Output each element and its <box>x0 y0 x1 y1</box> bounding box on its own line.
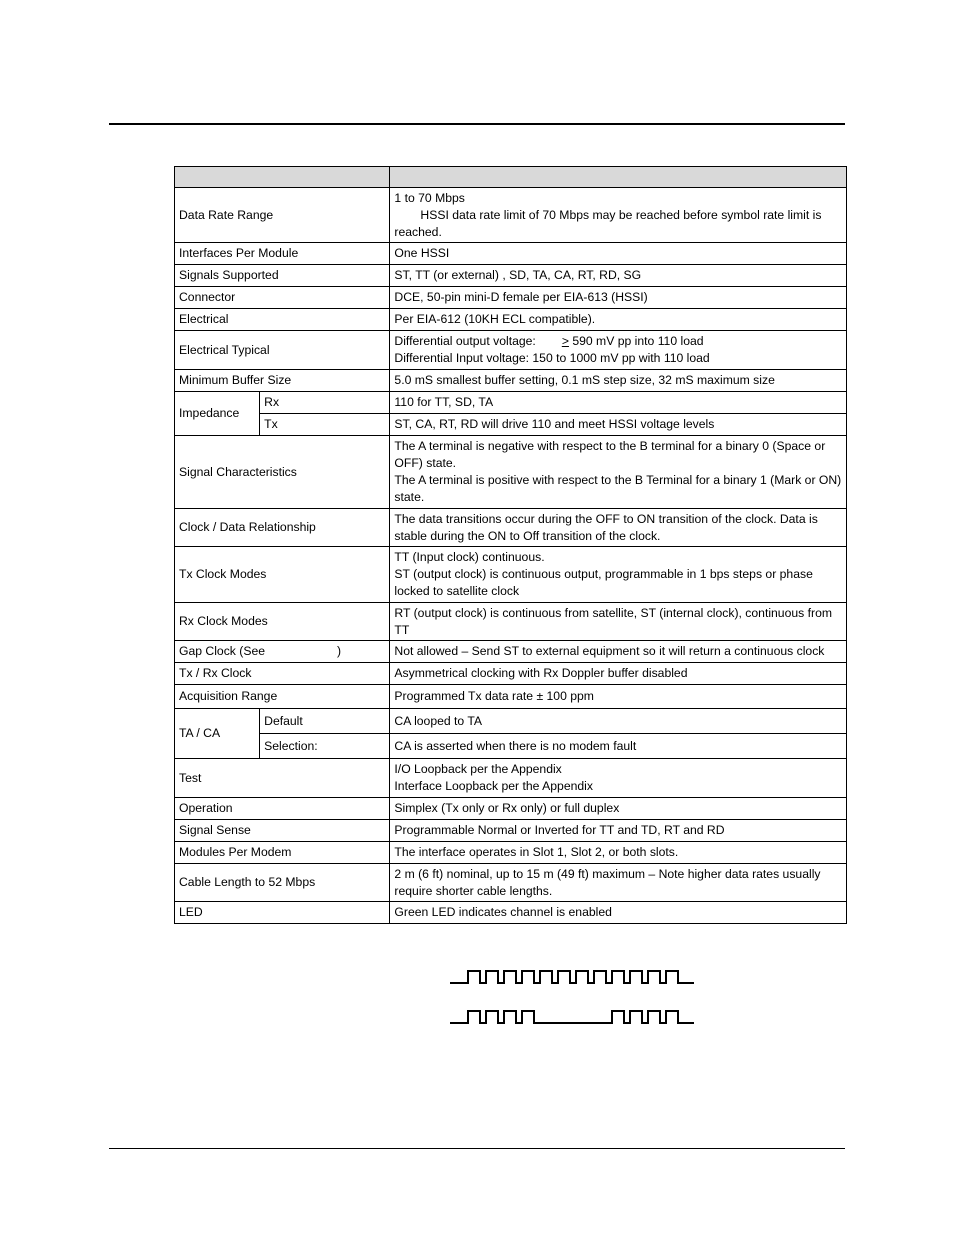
row-label: Electrical <box>175 309 390 331</box>
row-label: Electrical Typical <box>175 331 390 370</box>
row-label: Acquisition Range <box>175 685 390 709</box>
table-row <box>175 864 847 902</box>
row-value: 1 to 70 Mbps HSSI data rate limit of 70 Mbps may be reached before symbol rate limit is reached. <box>390 188 847 243</box>
table-header-row <box>175 167 847 188</box>
row-value: TT (Input clock) continuous. ST (output clock) is continuous output, programmable in 1 bps steps or phase locked to satellite clock <box>390 547 847 603</box>
row-sublabel: Tx <box>260 414 390 436</box>
row-value: The interface operates in Slot 1, Slot 2, or both slots. <box>390 842 847 864</box>
row-label: Signals Supported <box>175 265 390 287</box>
row-value: CA looped to TA <box>390 709 847 734</box>
row-value: Green LED indicates channel is enabled <box>390 902 847 924</box>
hssi-specification-table <box>174 166 847 924</box>
continuous-clock-waveform <box>450 971 694 983</box>
row-value: Programmable Normal or Inverted for TT and TD, RT and RD <box>390 820 847 842</box>
row-value: The data transitions occur during the OFF to ON transition of the clock. Data is stable during the ON to Off transition of the clock. <box>390 509 847 547</box>
table-row <box>175 734 847 759</box>
row-value: Asymmetrical clocking with Rx Doppler buffer disabled <box>390 663 847 685</box>
row-label: Cable Length to 52 Mbps <box>175 864 390 902</box>
row-value: DCE, 50-pin mini-D female per EIA-613 (HSSI) <box>390 287 847 309</box>
row-value: One HSSI <box>390 243 847 265</box>
row-label: Signal Characteristics <box>175 436 390 509</box>
row-label: TA / CA <box>175 709 260 759</box>
table-row <box>175 820 847 842</box>
row-label: Operation <box>175 798 390 820</box>
table-row <box>175 759 847 798</box>
row-value: Differential output voltage: > 590 mV pp into 110 load Differential Input voltage: 150 to 1000 mV pp with 110 load <box>390 331 847 370</box>
row-label: Test <box>175 759 390 798</box>
table-row <box>175 798 847 820</box>
table-row <box>175 331 847 370</box>
header-rule <box>109 123 845 125</box>
row-value: Simplex (Tx only or Rx only) or full duplex <box>390 798 847 820</box>
gapped-clock-waveform <box>450 1011 694 1023</box>
row-value: Not allowed – Send ST to external equipment so it will return a continuous clock <box>390 641 847 663</box>
row-value: ST, TT (or external) , SD, TA, CA, RT, RD, SG <box>390 265 847 287</box>
header-cell-parameter <box>175 167 390 188</box>
row-value: Programmed Tx data rate ± 100 ppm <box>390 685 847 709</box>
row-label: Modules Per Modem <box>175 842 390 864</box>
row-label: LED <box>175 902 390 924</box>
row-value: RT (output clock) is continuous from satellite, ST (internal clock), continuous from TT <box>390 603 847 641</box>
row-sublabel: Selection: <box>260 734 390 759</box>
table-row <box>175 902 847 924</box>
table-row <box>175 265 847 287</box>
header-cell-specification <box>390 167 847 188</box>
table-row <box>175 663 847 685</box>
row-label: Interfaces Per Module <box>175 243 390 265</box>
table-row <box>175 547 847 603</box>
row-value: ST, CA, RT, RD will drive 110 and meet HSSI voltage levels <box>390 414 847 436</box>
footer-rule <box>109 1148 845 1149</box>
clock-waveform-diagram <box>450 968 700 1028</box>
row-sublabel: Rx <box>260 392 390 414</box>
table-row <box>175 436 847 509</box>
row-label: Tx Clock Modes <box>175 547 390 603</box>
row-label: Data Rate Range <box>175 188 390 243</box>
row-value: 5.0 mS smallest buffer setting, 0.1 mS step size, 32 mS maximum size <box>390 370 847 392</box>
table-row <box>175 287 847 309</box>
table-row <box>175 188 847 243</box>
row-label: Minimum Buffer Size <box>175 370 390 392</box>
row-label: Connector <box>175 287 390 309</box>
row-label: Gap Clock (See ) <box>175 641 390 663</box>
table-row <box>175 370 847 392</box>
table-row <box>175 509 847 547</box>
row-value: 2 m (6 ft) nominal, up to 15 m (49 ft) maximum – Note higher data rates usually require shorter cable lengths. <box>390 864 847 902</box>
table-row <box>175 414 847 436</box>
row-sublabel: Default <box>260 709 390 734</box>
table-row <box>175 309 847 331</box>
row-label: Impedance <box>175 392 260 436</box>
table-row <box>175 243 847 265</box>
row-value: I/O Loopback per the Appendix Interface Loopback per the Appendix <box>390 759 847 798</box>
row-value: 110 for TT, SD, TA <box>390 392 847 414</box>
row-value: CA is asserted when there is no modem fault <box>390 734 847 759</box>
table-row <box>175 392 847 414</box>
row-label: Signal Sense <box>175 820 390 842</box>
table-row <box>175 685 847 709</box>
row-label: Clock / Data Relationship <box>175 509 390 547</box>
row-value: Per EIA-612 (10KH ECL compatible). <box>390 309 847 331</box>
table-row <box>175 603 847 641</box>
row-value: The A terminal is negative with respect to the B terminal for a binary 0 (Space or OFF) state. The A terminal is positive with respect to the B Terminal for a binary 1 (Mark or ON) state. <box>390 436 847 509</box>
table-row <box>175 842 847 864</box>
table-row <box>175 641 847 663</box>
table-row <box>175 709 847 734</box>
row-label: Rx Clock Modes <box>175 603 390 641</box>
row-label: Tx / Rx Clock <box>175 663 390 685</box>
